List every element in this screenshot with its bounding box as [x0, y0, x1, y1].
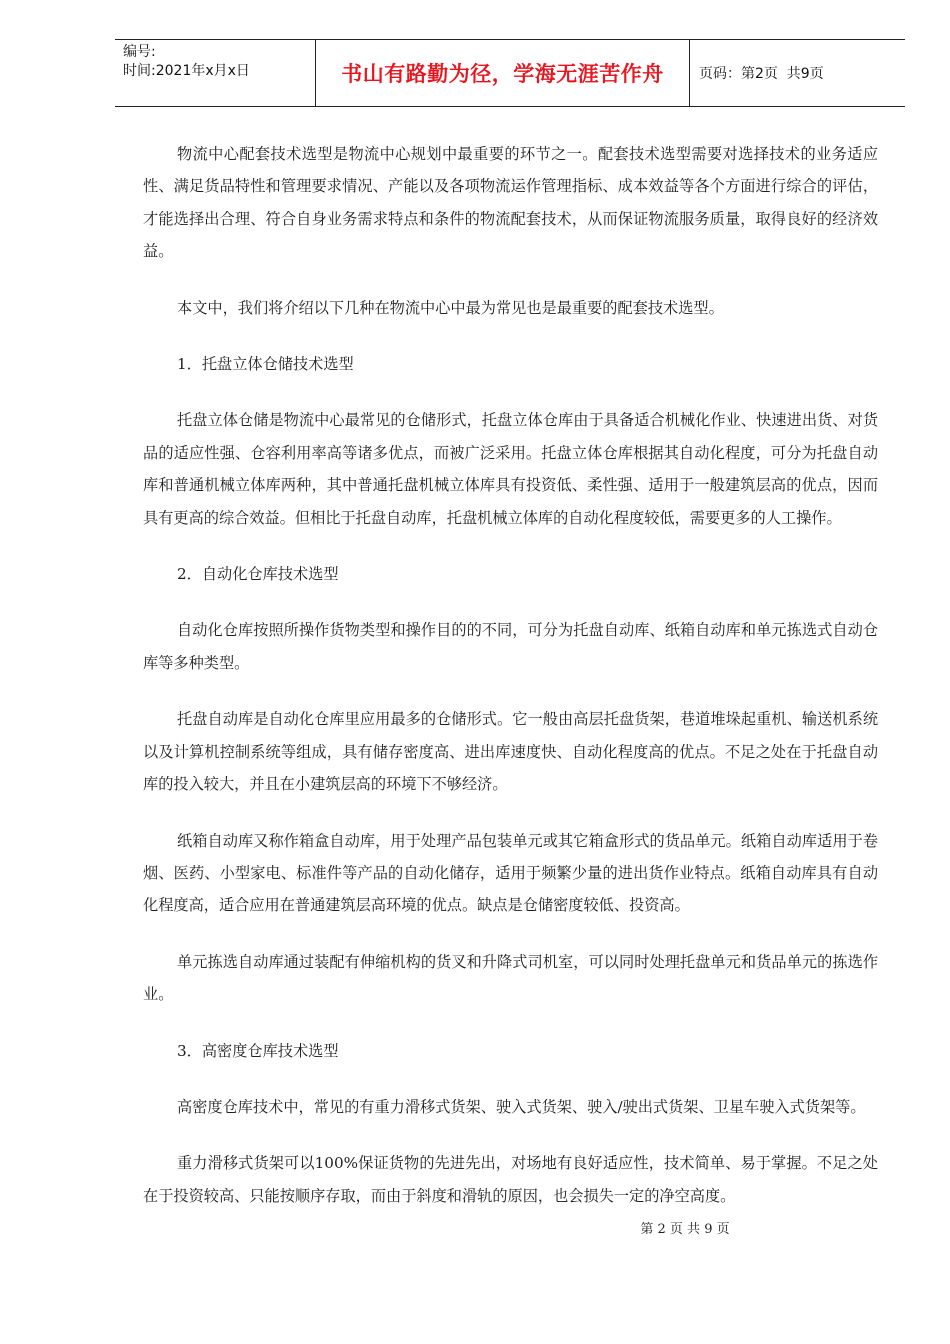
document-body: [143, 138, 878, 1236]
date-line: 时间:2021年x月x日: [123, 63, 250, 79]
section-heading-high-density: 3．高密度仓库技术选型: [177, 1041, 339, 1060]
paragraph-carton-asrs: 纸箱自动库又称作箱盒自动库，用于处理产品包装单元或其它箱盒形式的货品单元。纸箱自动库适用于卷烟、医药、小型家电、标准件等产品的自动化储存，适用于频繁少量的进出货作业特点。纸箱自动库具有自动化程度高，适合应用在普通建筑层高环境的优点。缺点是仓储密度较低、投资高。: [143, 831, 878, 915]
header-page-info: 页码：第2页 共9页: [699, 66, 824, 82]
paragraph-unit-picking: 单元拣选自动库通过装配有伸缩机构的货叉和升降式司机室，可以同时处理托盘单元和货品单元的拣选作业。: [143, 952, 878, 1004]
document-header: [115, 39, 905, 107]
paragraph-intro: 物流中心配套技术选型是物流中心规划中最重要的环节之一。配套技术选型需要对选择技术的业务适应性、满足货品特性和管理要求情况、产能以及各项物流运作管理指标、成本效益等各个方面进行综合的评估，才能选择出合理、符合自身业务需求特点和条件的物流配套技术，从而保证物流服务质量，取得良好的经济效益。: [143, 145, 878, 261]
header-meta: [115, 40, 316, 106]
serial-number-label: 编号:: [123, 44, 156, 60]
paragraph-pallet-asrs: 托盘自动库是自动化仓库里应用最多的仓储形式。它一般由高层托盘货架，巷道堆垛起重机、输送机系统以及计算机控制系统等组成，具有储存密度高、进出库速度快、自动化程度高的优点。不足之处在于托盘自动库的投入较大，并且在小建筑层高的环境下不够经济。: [143, 710, 878, 794]
paragraph-overview: 本文中，我们将介绍以下几种在物流中心中最为常见也是最重要的配套技术选型。: [177, 298, 724, 317]
paragraph-automated-types: 自动化仓库按照所操作货物类型和操作目的的不同，可分为托盘自动库、纸箱自动库和单元拣选式自动仓库等多种类型。: [143, 621, 878, 672]
section-heading-pallet-storage: 1．托盘立体仓储技术选型: [177, 355, 354, 374]
paragraph-gravity-flow: 重力滑移式货架可以100%保证货物的先进先出，对场地有良好适应性，技术简单、易于掌握。不足之处在于投资较高、只能按顺序存取，而由于斜度和滑轨的原因，也会损失一定的净空高度。: [143, 1154, 878, 1205]
section-heading-automated-warehouse: 2．自动化仓库技术选型: [177, 565, 339, 584]
header-motto-cell: [316, 40, 690, 106]
motto-text: 书山有路勤为径，学海无涯苦作舟: [341, 62, 664, 86]
page-footer: 第 2 页 共 9 页: [640, 1222, 730, 1237]
paragraph-high-density-types: 高密度仓库技术中，常见的有重力滑移式货架、驶入式货架、驶入/驶出式货架、卫星车驶入式货架等。: [177, 1097, 866, 1116]
paragraph-pallet-storage: 托盘立体仓储是物流中心最常见的仓储形式，托盘立体仓库由于具备适合机械化作业、快速进出货、对货品的适应性强、仓容利用率高等诸多优点，而被广泛采用。托盘立体仓库根据其自动化程度，可分为托盘自动库和普通机械立体库两种，其中普通托盘机械立体库具有投资低、柔性强、适用于一般建筑层高的优点，因而具有更高的综合效益。但相比于托盘自动库，托盘机械立体库的自动化程度较低，需要更多的人工操作。: [143, 411, 878, 527]
